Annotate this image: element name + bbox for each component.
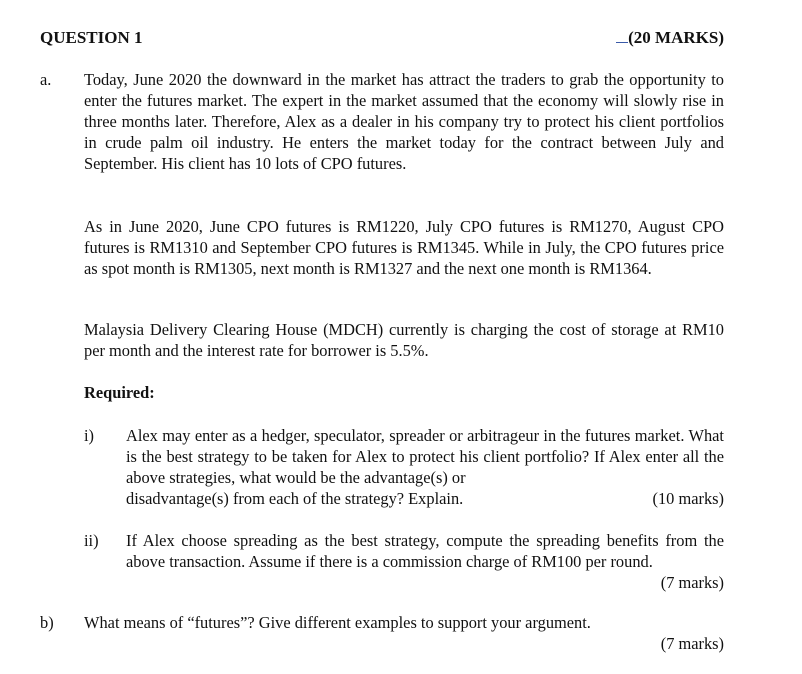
item-i-marks: (10 marks)	[652, 489, 724, 508]
part-a-paragraph-3: Malaysia Delivery Clearing House (MDCH) currently is charging the cost of storage at RM10 per month and the interest rate for borrower is 5.5%.	[84, 320, 724, 360]
part-b-marks: (7 marks)	[660, 634, 724, 653]
item-i-last-line	[126, 488, 724, 509]
item-i-text-end: disadvantage(s) from each of the strategy? Explain.	[126, 489, 464, 508]
underline-mark	[616, 28, 628, 43]
part-b-text: What means of “futures”? Give different examples to support your argument.	[84, 613, 591, 632]
item-ii-text: If Alex choose spreading as the best strategy, compute the spreading benefits from the above transaction. Assume if there is a commission charge of RM100 per round.	[126, 531, 724, 571]
question-total-marks-text: (20 MARKS)	[628, 28, 724, 47]
required-heading: Required:	[84, 383, 155, 402]
question-title: QUESTION 1	[40, 28, 143, 47]
item-ii-marks: (7 marks)	[660, 573, 724, 592]
item-i-text: Alex may enter as a hedger, speculator, spreader or arbitrageur in the futures market. What is the best strategy to be taken for Alex to protect his client portfolio? If Alex enter all the above strategies, what would be the advantage(s) or	[126, 426, 724, 487]
item-ii-question	[126, 530, 724, 593]
part-a-paragraph-1: Today, June 2020 the downward in the market has attract the traders to grab the opportunity to enter the futures market. The expert in the market assumed that the economy will slowly rise in three months later. Therefore, Alex as a dealer in his company try to protect his client portfolios in crude palm oil industry. He enters the market today for the contract between July and September. His client has 10 lots of CPO futures.	[84, 70, 724, 173]
item-ii-label: ii)	[84, 531, 99, 550]
part-b-question	[84, 612, 724, 654]
item-i-question	[126, 425, 724, 509]
part-a-paragraph-2: As in June 2020, June CPO futures is RM1220, July CPO futures is RM1270, August CPO futures is RM1310 and September CPO futures is RM1345. While in July, the CPO futures price as spot month is RM1305, next month is RM1327 and the next one month is RM1364.	[84, 217, 724, 278]
item-i-label: i)	[84, 426, 95, 445]
part-b-label: b)	[40, 613, 54, 632]
question-total-marks	[616, 27, 724, 48]
part-a-label: a.	[40, 70, 52, 89]
